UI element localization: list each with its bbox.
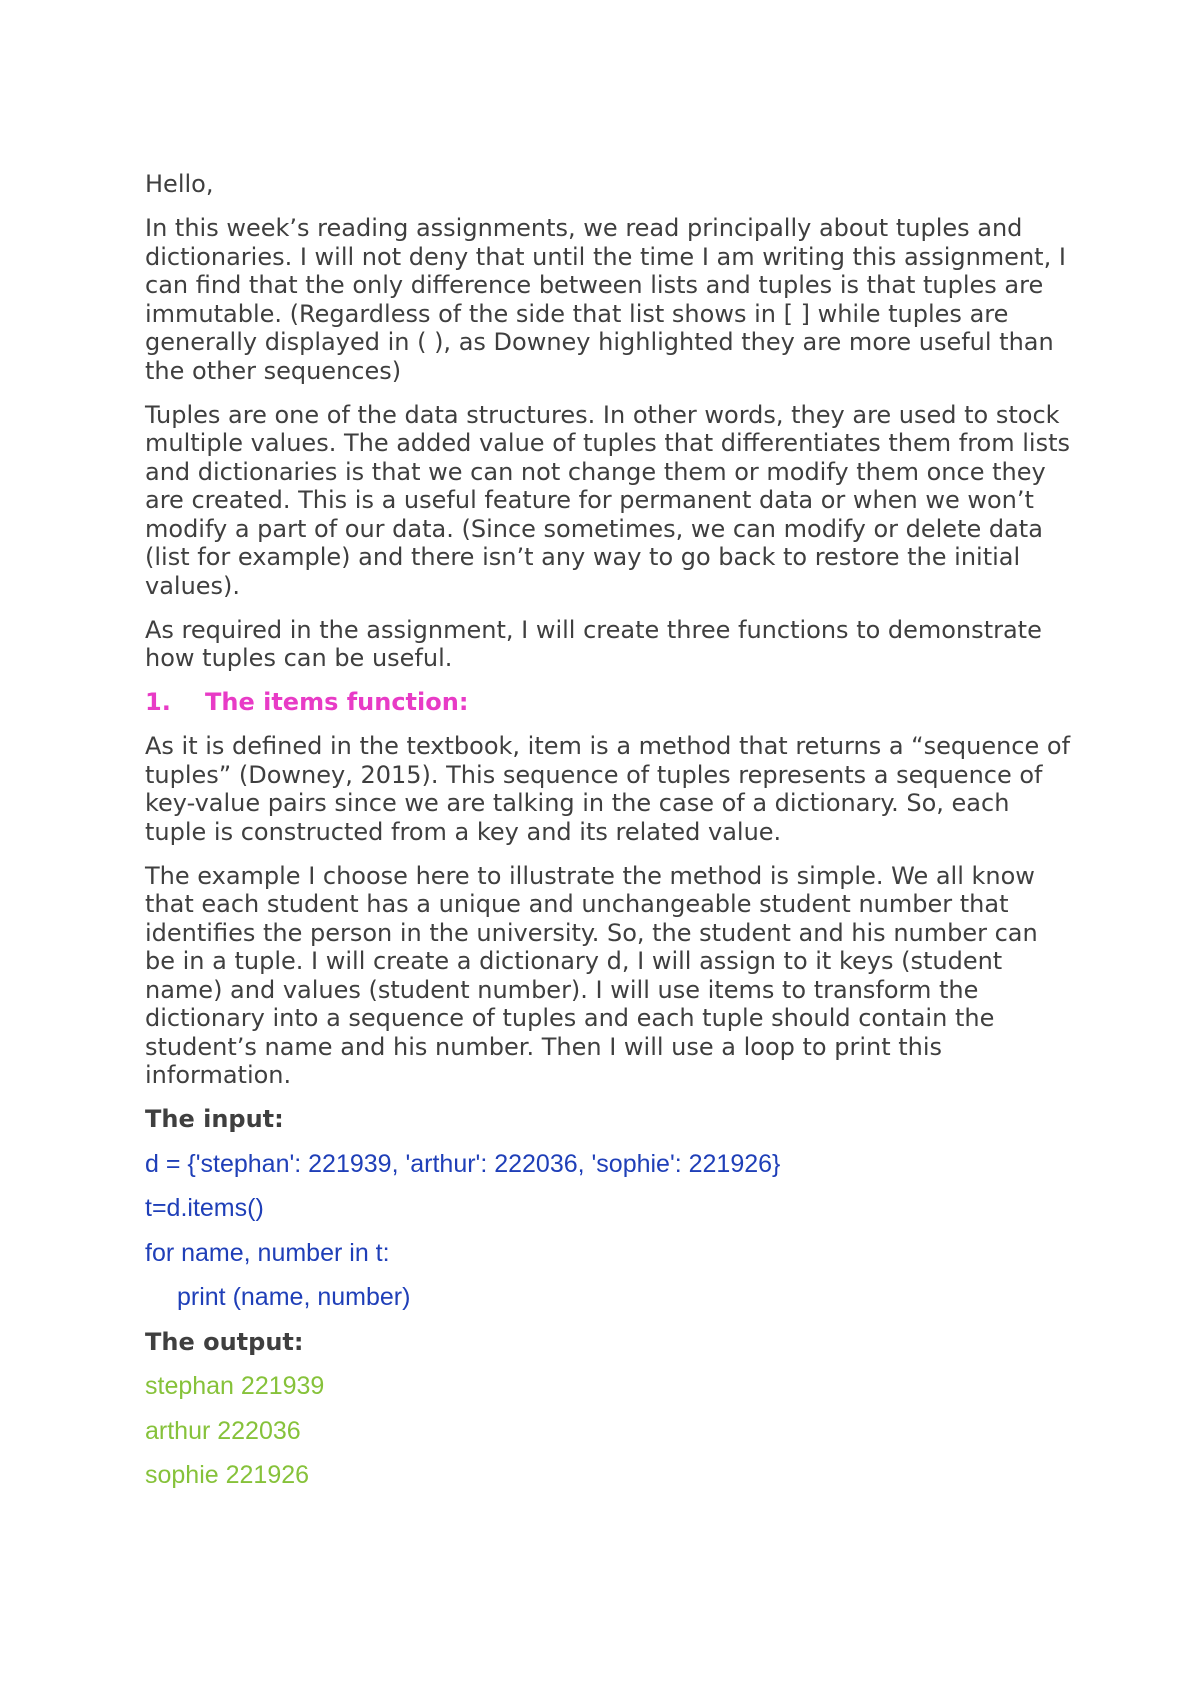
section-title: The items function: <box>205 688 469 716</box>
code-line: d = {'stephan': 221939, 'arthur': 222036, 'sophie': 221926} <box>145 1149 781 1178</box>
input-label: The input: <box>145 1105 284 1133</box>
tuples-paragraph: Tuples are one of the data structures. In other words, they are used to stock multiple values. The added value of tuples that differentiates them from lists and dictionaries is that we can not change them or modify them once they are created. This is a useful feature for permanent data or when we won’t modify a part of our data. (Since sometimes, we can modify or delete data (list for example) and there isn’t any way to go back to restore the initial values). <box>145 400 1070 600</box>
output-line: arthur 222036 <box>145 1416 301 1445</box>
greeting: Hello, <box>145 170 214 198</box>
example-paragraph: The example I choose here to illustrate the method is simple. We all know that each student has a unique and unchangeable student number that identifies the person in the university. So, the student and his number can be in a tuple. I will create a dictionary d, I will assign to it keys (student name) and values (student number). I will use items to transform the dictionary into a sequence of tuples and each tuple should contain the student’s name and his number. Then I will use a loop to print this information. <box>145 861 1038 1089</box>
items-definition-paragraph: As it is defined in the textbook, item is a method that returns a “sequence of tuples” (Downey, 2015). This sequence of tuples represents a sequence of key-value pairs since we are talking in the case of a dictionary. So, each tuple is constructed from a key and its related value. <box>145 732 1071 846</box>
code-line: for name, number in t: <box>145 1238 390 1267</box>
code-line: t=d.items() <box>145 1194 264 1222</box>
output-line: stephan 221939 <box>145 1372 325 1400</box>
intro-paragraph: In this week’s reading assignments, we read principally about tuples and dictionaries. I will not deny that until the time I am writing this assignment, I can find that the only difference between lists and tuples is that tuples are immutable. (Regardless of the side that list shows in [ ] while tuples are generally displayed in ( ), as Downey highlighted they are more useful than the other sequences) <box>145 214 1066 385</box>
section-number: 1. <box>145 688 171 716</box>
requirement-paragraph: As required in the assignment, I will create three functions to demonstrate how tuples can be useful. <box>145 615 1042 672</box>
output-line: sophie 221926 <box>145 1461 310 1489</box>
code-line-indented: print (name, number) <box>177 1283 411 1311</box>
section-heading <box>145 688 1075 717</box>
output-label: The output: <box>145 1327 304 1356</box>
document-page <box>145 170 1075 1506</box>
